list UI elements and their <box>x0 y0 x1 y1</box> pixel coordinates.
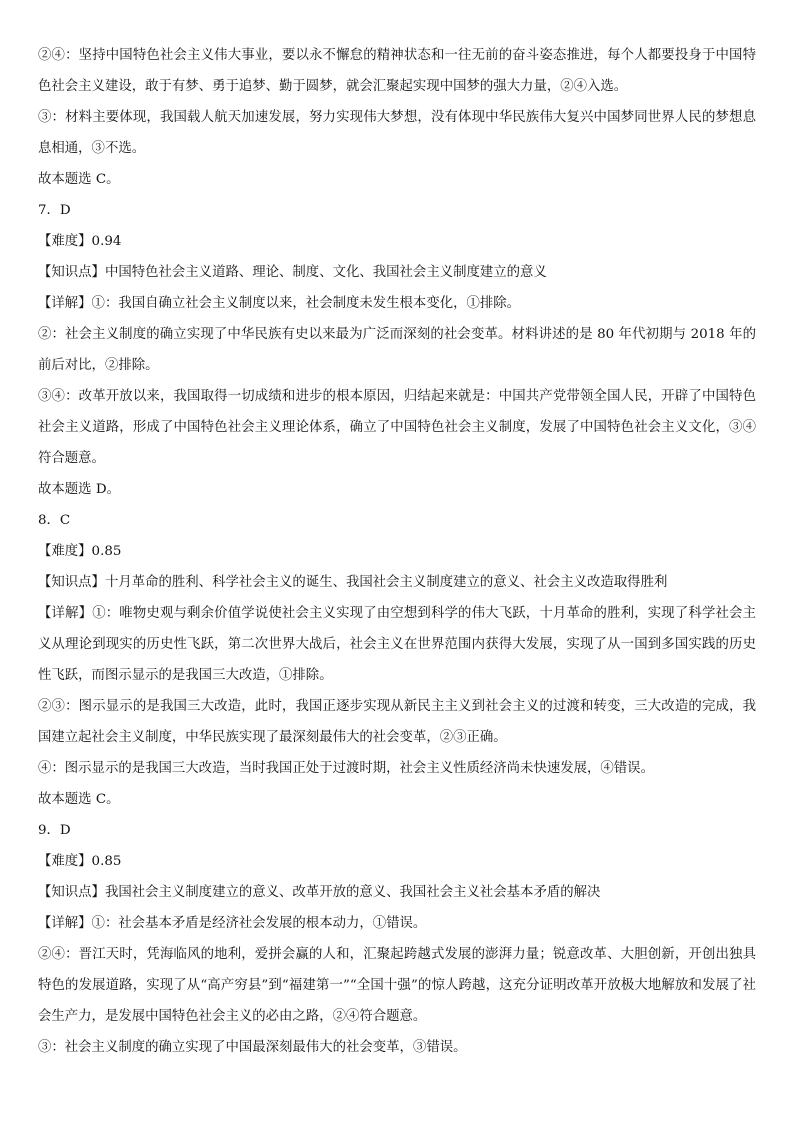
answer-q8: 8．C <box>38 513 71 528</box>
explanation-options-2-4: ②④：坚持中国特色社会主义伟大事业，要以永不懈怠的精神状态和一往无前的奋斗姿态推进，每个人都要投身于中国特色社会主义建设，敢于有梦、勇于追梦、勤于圆梦，就会汇聚起实现中国梦的强大力量，②④入选。 <box>38 48 756 94</box>
difficulty-q8: 【难度】0.85 <box>38 544 122 559</box>
conclusion-q6: 故本题选 C。 <box>38 172 120 187</box>
explanation-option-3: ③：材料主要体现，我国载人航天加速发展，努力实现伟大梦想，没有体现中华民族伟大复兴中国梦同世界人民的梦想息息相通，③不选。 <box>38 110 756 156</box>
conclusion-q7: 故本题选 D。 <box>38 482 120 497</box>
detail-q9-option-3: ③：社会主义制度的确立实现了中国最深刻最伟大的社会变革，③错误。 <box>38 1040 467 1055</box>
detail-q7-options-3-4: ③④：改革开放以来，我国取得一切成绩和进步的根本原因，归结起来就是：中国共产党带领全国人民，开辟了中国特色社会主义道路，形成了中国特色社会主义理论体系，确立了中国特色社会主义制度，发展了中国特色社会主义文化，③④符合题意。 <box>38 389 756 466</box>
difficulty-q7: 【难度】0.94 <box>38 234 122 249</box>
detail-q8-option-4: ④：图示显示的是我国三大改造，当时我国正处于过渡时期，社会主义性质经济尚未快速发展，④错误。 <box>38 761 654 776</box>
answer-explanation-page <box>38 40 756 1063</box>
detail-q7-option-1: 【详解】①：我国自确立社会主义制度以来，社会制度未发生根本变化，①排除。 <box>38 296 521 311</box>
conclusion-q8: 故本题选 C。 <box>38 792 120 807</box>
detail-q7-option-2: ②：社会主义制度的确立实现了中华民族有史以来最为广泛而深刻的社会变革。材料讲述的是 80 年代初期与 2018 年的前后对比，②排除。 <box>38 327 756 373</box>
knowledge-points-q9: 【知识点】我国社会主义制度建立的意义、改革开放的意义、我国社会主义社会基本矛盾的解决 <box>38 885 601 900</box>
difficulty-q9: 【难度】0.85 <box>38 854 122 869</box>
answer-q7: 7．D <box>38 203 71 218</box>
detail-q9-option-1: 【详解】①：社会基本矛盾是经济社会发展的根本动力，①错误。 <box>38 916 427 931</box>
detail-q8-options-2-3: ②③：图示显示的是我国三大改造，此时，我国正逐步实现从新民主主义到社会主义的过渡和转变，三大改造的完成，我国建立起社会主义制度，中华民族实现了最深刻最伟大的社会变革，②③正确。 <box>38 699 756 745</box>
knowledge-points-q8: 【知识点】十月革命的胜利、科学社会主义的诞生、我国社会主义制度建立的意义、社会主义改造取得胜利 <box>38 575 668 590</box>
detail-q9-options-2-4: ②④：晋江天时，凭海临风的地利，爱拼会赢的人和，汇聚起跨越式发展的澎湃力量；锐意改革、大胆创新，开创出独具特色的发展道路，实现了从“高产穷县”到“福建第一”“全国十强”的惊人跨越，这充分证明改革开放极大地解放和发展了社会生产力，是发展中国特色社会主义的必由之路，②④符合题意。 <box>38 947 756 1024</box>
knowledge-points-q7: 【知识点】中国特色社会主义道路、理论、制度、文化、我国社会主义制度建立的意义 <box>38 265 547 280</box>
detail-q8-option-1: 【详解】①：唯物史观与剩余价值学说使社会主义实现了由空想到科学的伟大飞跃，十月革命的胜利，实现了科学社会主义从理论到现实的历史性飞跃，第二次世界大战后，社会主义在世界范围内获得大发展，实现了从一国到多国实践的历史性飞跃，而图示显示的是我国三大改造，①排除。 <box>38 606 756 683</box>
answer-q9: 9．D <box>38 823 71 838</box>
